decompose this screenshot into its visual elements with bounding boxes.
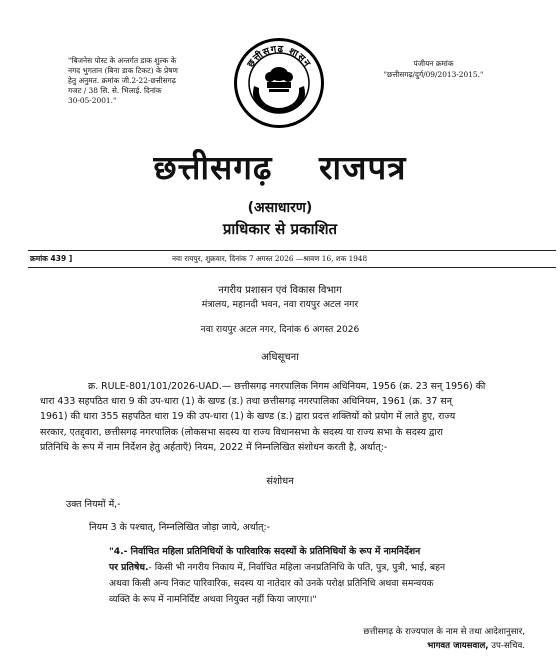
- extraordinary-label: (असाधारण): [247, 200, 313, 216]
- rule4-text: - किसी भी नगरीय निकाय में, निर्वाचित महिला जनप्रतिनिधि के पति, पुत्र, पुत्री, भाई, बहन: [148, 562, 446, 573]
- body-line: प्रतिनिधि के रूप में नाम निर्देशन हेतु अर्हताएँ) नियम, 2022 में निम्नलिखित संशोधन करती है, अर्थात्:-: [40, 441, 388, 453]
- signatory-name: भागवत जायसवाल,: [427, 641, 489, 651]
- postal-line: हेतु अनुमत. क्रमांक जी.2-22-छत्तीसगढ़: [68, 76, 176, 85]
- issue-number: क्रमांक 439 ]: [30, 254, 73, 263]
- postal-line: "बिजनेस पोस्ट के अन्तर्गत डाक शुल्क के: [68, 56, 177, 65]
- gazette-title: छत्तीसगढ़ राजपत्र: [153, 148, 407, 187]
- signature-authority: छत्तीसगढ़ के राज्यपाल के नाम से तथा आदेशानुसार,: [363, 627, 525, 637]
- department-name: नगरीय प्रशासन एवं विकास विभाग: [218, 285, 342, 296]
- notification-heading: अधिसूचना: [261, 352, 299, 363]
- inserted-rule-4: [109, 544, 535, 608]
- rule4-heading-end: पर प्रतिषेध.: [109, 562, 149, 573]
- issue-date: नवा रायपुर, शुक्रवार, दिनांक 7 अगस्त 2026 —श्रावण 16, शक 1948: [172, 254, 368, 263]
- body-line: क्र. RULE-801/101/2026-UAD.— छत्तीसगढ़ नगरपालिक निगम अधिनियम, 1956 (क्र. 23 सन् 1956) की: [88, 381, 486, 392]
- rule4-text: व्यक्ति के रूप में नामनिर्दिष्ट अथवा नियुक्त नहीं किया जाएगा।": [109, 594, 317, 605]
- signatory-designation: उप-सचिव.: [488, 641, 525, 651]
- in-rules-text: उक्त नियमों में,-: [66, 499, 121, 510]
- registration-block: [366, 58, 501, 80]
- published-by-authority: प्राधिकार से प्रकाशित: [222, 220, 338, 238]
- divider-bottom: [28, 267, 556, 268]
- registration-label: पंजीयन क्रमांक: [413, 59, 454, 68]
- postal-line: गजट / 38 सि. से. भिलाई. दिनांक: [68, 86, 162, 95]
- amendment-heading: संशोधन: [266, 476, 294, 487]
- body-line: सरकार, एतद्द्वारा, छत्तीसगढ़ नगरपालिक (लोकसभा सदस्य या राज्य विधानसभा के सदस्य या राज्य सभा के सदस्य द्वारा: [40, 426, 443, 438]
- divider-top: [28, 250, 556, 251]
- state-seal-emblem: [232, 36, 326, 130]
- notification-body: [40, 379, 530, 455]
- registration-number: "छत्तीसगढ़/दुर्ग/09/2013-2015.": [383, 70, 484, 79]
- body-line: धारा 433 सहपठित धारा 9 की उप-धारा (1) के खण्ड (ड.) तथा छत्तीसगढ़ नगरपालिका अधिनियम, 1961 (क्र. 37 सन्: [40, 396, 452, 408]
- signatory: [290, 639, 525, 651]
- department-address: मंत्रालय, महानदी भवन, नवा रायपुर अटल नगर: [201, 299, 359, 310]
- body-line: 1961) की धारा 355 सहपठित धारा 19 की उप-धारा (1) के खण्ड (ड.) द्वारा प्रदत्त शक्तियों को प्रयोग में लाते हुए, राज्य: [40, 411, 456, 423]
- postal-line: 30-05-2001.": [68, 96, 117, 105]
- rule3-text: नियम 3 के पश्चात्, निम्नलिखित जोड़ा जाये, अर्थात्:-: [89, 522, 271, 533]
- postal-permit-note: [68, 56, 203, 106]
- postal-line: नगद भुगतान (बिना डाक टिकट) के प्रेषण: [68, 66, 178, 75]
- rule4-text: अथवा किसी अन्य निकट पारिवारिक, सदस्य या नातेदार को उनके परोक्ष प्रतिनिधि अथवा समन्वयक: [109, 578, 434, 589]
- rule4-heading: "4.- निर्वाचित महिला प्रतिनिधियों के पारिवारिक सदस्यों के प्रतिनिधियों के रूप में नामनिर्देशन: [109, 546, 421, 557]
- place-date: नवा रायपुर अटल नगर, दिनांक 6 अगस्त 2026: [200, 325, 360, 335]
- svg-text:छत्तीसगढ़ शासन: छत्तीसगढ़ शासन: [245, 43, 313, 70]
